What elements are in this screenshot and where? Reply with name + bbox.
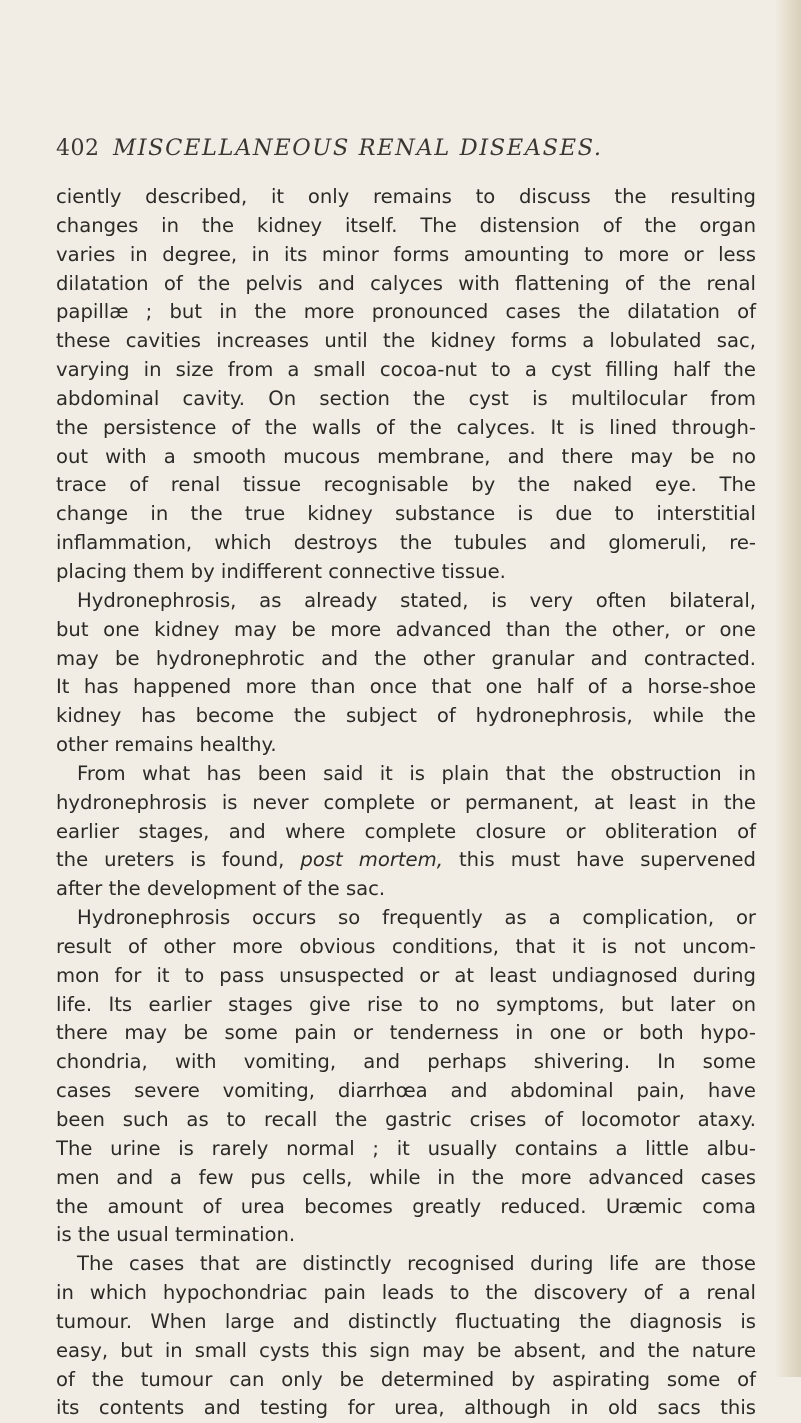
text-line: It has happened more than once that one half of a horse-shoe <box>56 675 756 699</box>
text-line: ciently described, it only remains to discuss the resulting <box>56 185 756 208</box>
text-line: is the usual termination. <box>56 1223 296 1247</box>
text-line: but one kidney may be more advanced than the other, or one <box>56 617 756 641</box>
paragraph-first-line: Hydronephrosis, as already stated, is very often bilateral, <box>77 588 756 612</box>
paragraph-first-line: Hydronephrosis occurs so frequently as a complication, or <box>77 906 756 930</box>
text-line: mon for it to pass unsuspected or at least undiagnosed during <box>56 963 756 987</box>
text-line: papillæ ; but in the more pronounced cases the dilatation of <box>56 300 756 324</box>
text-line: cases severe vomiting, diarrhœa and abdominal pain, have <box>56 1079 756 1103</box>
text-line: its contents and testing for urea, although in old sacs this <box>56 1396 756 1420</box>
text-line: hydronephrosis is never complete or permanent, at least in the <box>56 790 756 814</box>
text-line: trace of renal tissue recognisable by the naked eye. The <box>56 473 756 497</box>
text-line: of the tumour can only be determined by aspirating some of <box>56 1367 756 1391</box>
text-line: inflammation, which destroys the tubules and glomeruli, re- <box>56 531 756 555</box>
text-line: kidney has become the subject of hydronephrosis, while the <box>56 704 756 728</box>
text-line: men and a few pus cells, while in the more advanced cases <box>56 1165 756 1189</box>
page-header <box>56 132 756 172</box>
text-line: varies in degree, in its minor forms amounting to more or less <box>56 242 756 266</box>
text-line: easy, but in small cysts this sign may be absent, and the nature <box>56 1338 756 1362</box>
text-line: placing them by indifferent connective tissue. <box>56 559 506 583</box>
text-line: The urine is rarely normal ; it usually contains a little albu- <box>56 1136 756 1160</box>
text-line: varying in size from a small cocoa-nut to a cyst filling half the <box>56 358 756 382</box>
paragraph-first-line: The cases that are distinctly recognised during life are those <box>77 1252 756 1276</box>
text-line: after the development of the sac. <box>56 877 386 901</box>
page-number: 402 <box>56 136 100 161</box>
text-run: this must have supervened <box>442 848 756 872</box>
text-line: the persistence of the walls of the calyces. It is lined through- <box>56 415 756 439</box>
text-line: result of other more obvious conditions, that it is not uncom- <box>56 934 756 958</box>
text-line: changes in the kidney itself. The distension of the organ <box>56 213 756 237</box>
text-line: change in the true kidney substance is due to interstitial <box>56 502 756 526</box>
text-line: tumour. When large and distinctly fluctuating the diagnosis is <box>56 1309 756 1333</box>
text-line: other remains healthy. <box>56 733 277 757</box>
text-line: chondria, with vomiting, and perhaps shivering. In some <box>56 1050 756 1074</box>
text-line: been such as to recall the gastric crises of locomotor ataxy. <box>56 1108 756 1131</box>
text-line: there may be some pain or tenderness in one or both hypo- <box>56 1021 756 1045</box>
text-line: may be hydronephrotic and the other granular and contracted. <box>56 646 756 670</box>
page-edge-shadow <box>775 0 801 1377</box>
text-line: abdominal cavity. On section the cyst is multilocular from <box>56 386 756 410</box>
body-text <box>56 183 756 1423</box>
text-line-with-italic <box>56 846 756 875</box>
text-line: the amount of urea becomes greatly reduced. Uræmic coma <box>56 1194 756 1218</box>
text-run: the ureters is found, <box>56 848 301 872</box>
running-head: MISCELLANEOUS RENAL DISEASES. <box>113 135 603 161</box>
text-line: earlier stages, and where complete closure or obliteration of <box>56 819 756 843</box>
text-line: life. Its earlier stages give rise to no symptoms, but later on <box>56 992 756 1016</box>
text-line: in which hypochondriac pain leads to the discovery of a renal <box>56 1281 756 1305</box>
text-line: these cavities increases until the kidney forms a lobulated sac, <box>56 329 756 353</box>
text-line: dilatation of the pelvis and calyces with flattening of the renal <box>56 271 756 295</box>
text-line: out with a smooth mucous membrane, and there may be no <box>56 444 756 468</box>
italic-phrase: post mortem, <box>300 848 443 872</box>
paragraph-first-line: From what has been said it is plain that the obstruction in <box>77 761 756 785</box>
